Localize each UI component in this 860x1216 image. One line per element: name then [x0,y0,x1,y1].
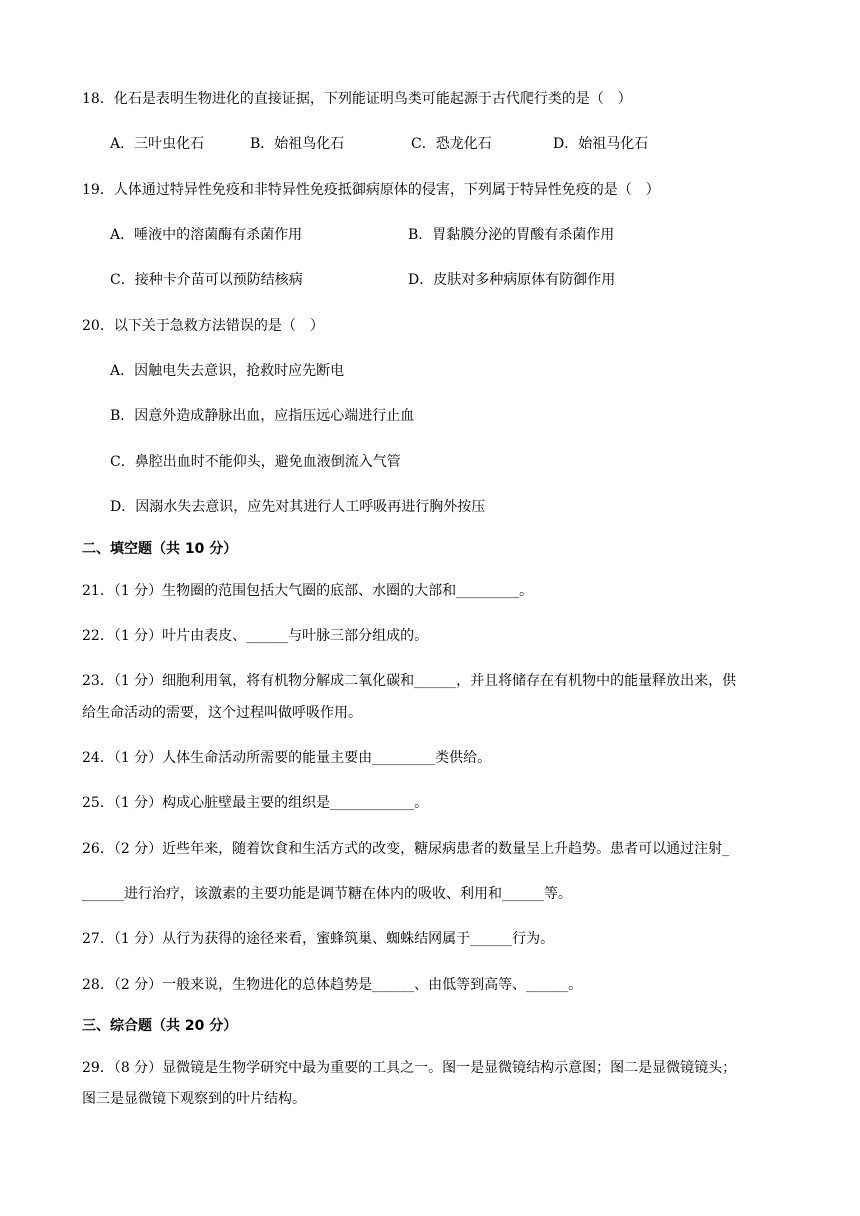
question-28: 28．（2 分）一般来说，生物进化的总体趋势是______、由低等到高等、______。 [82,977,583,993]
question-27: 27．（1 分）从行为获得的途径来看，蜜蜂筑巢、蜘蛛结网属于______行为。 [82,931,555,947]
question-20-stem: 20．以下关于急救方法错误的是（ ） [82,318,324,334]
question-18-stem: 18．化石是表明生物进化的直接证据，下列能证明鸟类可能起源于古代爬行类的是（ ） [82,91,632,107]
question-20-option-b: B．因意外造成静脉出血，应指压远心端进行止血 [110,408,415,424]
question-19-option-c: C．接种卡介苗可以预防结核病 [110,272,303,288]
question-22: 22．（1 分）叶片由表皮、______与叶脉三部分组成的。 [82,628,429,644]
question-19-option-b: B．胃黏膜分泌的胃酸有杀菌作用 [408,227,615,243]
question-25: 25．（1 分）构成心脏壁最主要的组织是____________。 [82,795,429,811]
question-20-option-c: C．鼻腔出血时不能仰头，避免血液倒流入气管 [110,454,401,470]
question-19-option-d: D．皮肤对多种病原体有防御作用 [408,272,616,288]
question-18-option-c: C．恐龙化石 [411,136,492,152]
question-29-line-2: 图三是显微镜下观察到的叶片结构。 [82,1091,306,1107]
question-29-line-1: 29．（8 分）显微镜是生物学研究中最为重要的工具之一。图一是显微镜结构示意图；图二是显微镜镜头； [82,1060,737,1076]
question-18-option-d: D．始祖马化石 [553,136,649,152]
question-26-line-2: ______进行治疗，该激素的主要功能是调节糖在体内的吸收、利用和______等。 [82,886,572,902]
question-18-option-a: A．三叶虫化石 [110,136,205,152]
question-18-option-b: B．始祖鸟化石 [250,136,345,152]
question-20-option-a: A．因触电失去意识，抢救时应先断电 [110,363,345,379]
question-19-option-a: A．唾液中的溶菌酶有杀菌作用 [110,227,303,243]
question-23-line-2: 给生命活动的需要，这个过程叫做呼吸作用。 [82,705,362,721]
question-20-option-d: D．因溺水失去意识，应先对其进行人工呼吸再进行胸外按压 [110,499,486,515]
question-23-line-1: 23．（1 分）细胞利用氧，将有机物分解成二氧化碳和______，并且将储存在有机物中的能量释放出来，供 [82,673,737,689]
section-fill-in-heading: 二、填空题（共 10 分） [82,541,238,557]
question-26-line-1: 26．（2 分）近些年来，随着饮食和生活方式的改变，糖尿病患者的数量呈上升趋势。患者可以通过注射_ [82,841,730,857]
question-24: 24．（1 分）人体生命活动所需要的能量主要由_________类供给。 [82,750,492,766]
question-19-stem: 19．人体通过特异性免疫和非特异性免疫抵御病原体的侵害，下列属于特异性免疫的是（ ） [82,182,660,198]
section-comprehensive-heading: 三、综合题（共 20 分） [82,1018,238,1034]
question-21: 21．（1 分）生物圈的范围包括大气圈的底部、水圈的大部和_________。 [82,583,534,599]
